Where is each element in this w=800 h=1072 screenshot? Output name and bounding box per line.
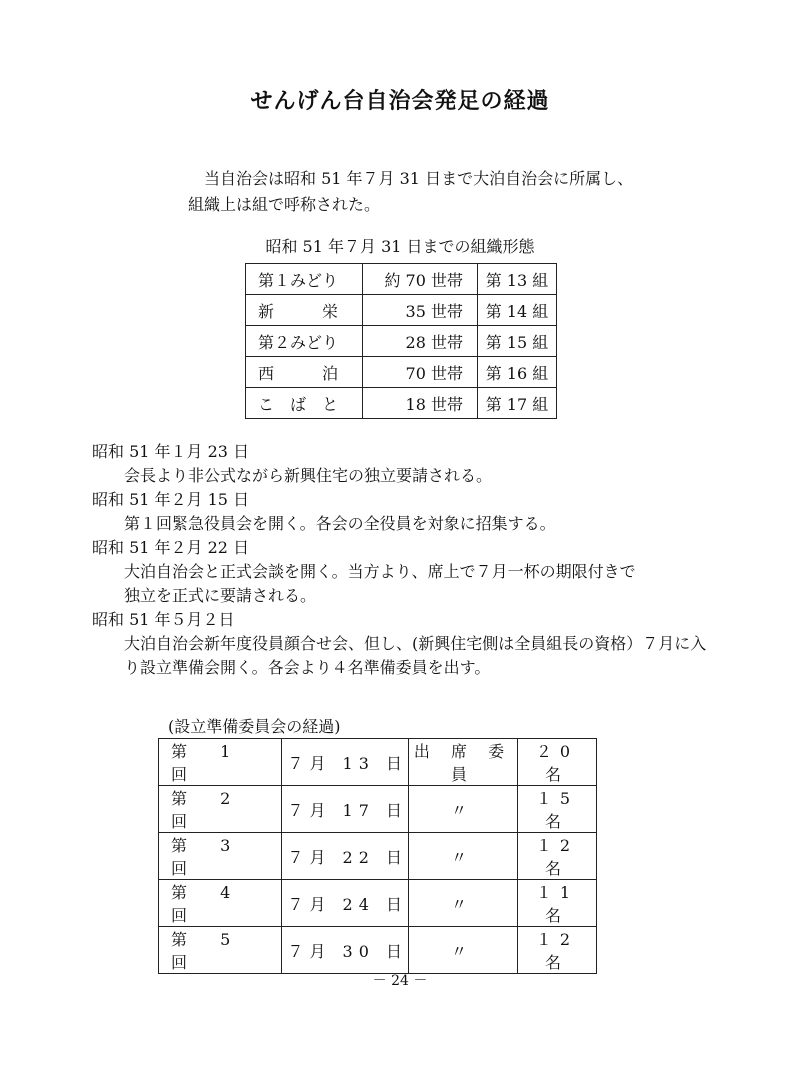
table-cell: 第１みどり (246, 264, 363, 295)
table-cell: 第 15 組 (478, 326, 557, 357)
table-cell: 新 栄 (246, 295, 363, 326)
page-title: せんげん台自治会発足の経過 (250, 89, 550, 114)
table2-caption: (設立準備委員会の経過) (168, 717, 341, 736)
organization-table (245, 263, 557, 419)
table-cell: 第 13 組 (478, 264, 557, 295)
intro-line: 組織上は組で呼称された。 (188, 195, 381, 214)
table-cell: １1 名 (518, 880, 597, 927)
table-row (159, 739, 597, 786)
table-cell: 〃 (409, 927, 518, 974)
table-cell: 第 14 組 (478, 295, 557, 326)
history-date: 昭和 51 年５月２日 (92, 610, 235, 629)
table-row (246, 264, 557, 295)
table-cell: 西 泊 (246, 357, 363, 388)
history-text: り設立準備会開く。各会より４名準備委員を出す。 (124, 658, 491, 677)
history-text: 独立を正式に要請される。 (124, 586, 317, 605)
table-cell: 第 5 回 (159, 927, 282, 974)
table-row (246, 326, 557, 357)
history-list (92, 440, 732, 680)
table-cell: ７月 13 日 (282, 739, 409, 786)
table-cell: 約 70 世帯 (363, 264, 478, 295)
page-number: － 24 － (372, 973, 428, 989)
table-cell: 第 3 回 (159, 833, 282, 880)
table-cell: 28 世帯 (363, 326, 478, 357)
committee-table (158, 738, 597, 974)
intro-paragraph (188, 166, 633, 218)
table-cell: ２0 名 (518, 739, 597, 786)
history-date: 昭和 51 年２月 15 日 (92, 490, 250, 509)
table-row (246, 295, 557, 326)
table-cell: 18 世帯 (363, 388, 478, 419)
table-cell: 出 席 委 員 (409, 739, 518, 786)
table-row (159, 927, 597, 974)
table-row (246, 357, 557, 388)
table-cell: ７月 30 日 (282, 927, 409, 974)
table-cell: ７月 22 日 (282, 833, 409, 880)
table-cell: こ ば と (246, 388, 363, 419)
table-row (159, 880, 597, 927)
table-cell: 〃 (409, 786, 518, 833)
table-row (159, 786, 597, 833)
history-text: 第１回緊急役員会を開く。各会の全役員を対象に招集する。 (124, 514, 556, 533)
table-row (159, 833, 597, 880)
table-cell: 第２みどり (246, 326, 363, 357)
table1-caption: 昭和 51 年７月 31 日までの組織形態 (265, 237, 535, 256)
history-date: 昭和 51 年２月 22 日 (92, 538, 250, 557)
table-cell: 〃 (409, 880, 518, 927)
table-cell: １2 名 (518, 927, 597, 974)
table-cell: ７月 24 日 (282, 880, 409, 927)
table-cell: 35 世帯 (363, 295, 478, 326)
table-cell: 第 16 組 (478, 357, 557, 388)
history-text: 大泊自治会新年度役員顔合せ会、但し、(新興住宅側は全員組長の資格）７月に入 (124, 634, 707, 653)
table-cell: 第 2 回 (159, 786, 282, 833)
table-cell: 〃 (409, 833, 518, 880)
table-cell: 第 17 組 (478, 388, 557, 419)
table-cell: ７月 17 日 (282, 786, 409, 833)
table-row (246, 388, 557, 419)
table-cell: 70 世帯 (363, 357, 478, 388)
table-cell: １2 名 (518, 833, 597, 880)
history-text: 大泊自治会と正式会談を開く。当方より、席上で７月一杯の期限付きで (124, 562, 636, 581)
history-date: 昭和 51 年１月 23 日 (92, 442, 250, 461)
history-text: 会長より非公式ながら新興住宅の独立要請される。 (124, 466, 493, 485)
intro-line: 当自治会は昭和 51 年７月 31 日まで大泊自治会に所属し、 (204, 169, 634, 188)
table-cell: １5 名 (518, 786, 597, 833)
table-cell: 第 4 回 (159, 880, 282, 927)
table-cell: 第 1 回 (159, 739, 282, 786)
